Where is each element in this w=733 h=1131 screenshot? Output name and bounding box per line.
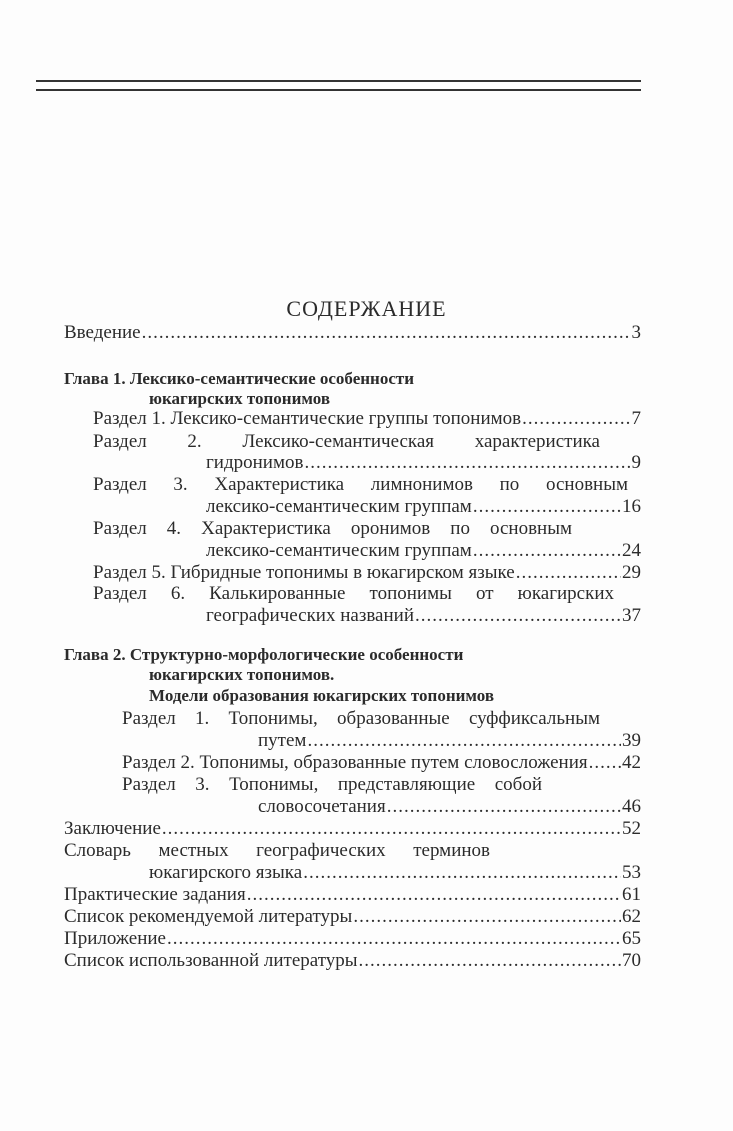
- toc-entry-ch2-s3[interactable]: словосочетания ..... 46: [258, 796, 641, 818]
- toc-entry-appendix[interactable]: Приложение ..... 65: [64, 928, 641, 950]
- toc-entry-ch1-s5[interactable]: Раздел 5. Гибридные топонимы в юкагирском языке ..... 29: [93, 562, 641, 584]
- toc-entry-ch2-s2[interactable]: Раздел 2. Топонимы, образованные путем словосложения ..... 42: [122, 752, 641, 774]
- toc-entry-ch1-s4[interactable]: лексико-семантическим группам ..... 24: [206, 540, 641, 562]
- toc-entry-ch1-s2[interactable]: гидронимов ..... 9: [206, 452, 641, 474]
- toc-entry-ch2-s1-line1: Раздел 1. Топонимы, образованные суффиксальным: [122, 708, 600, 729]
- toc-entry-ch1-s6[interactable]: географических названий ..... 37: [206, 605, 641, 627]
- toc-entry-ch2-s1[interactable]: путем ..... 39: [258, 730, 641, 752]
- chapter1-heading-2: юкагирских топонимов: [149, 389, 331, 408]
- toc-entry-ch1-s1[interactable]: Раздел 1. Лексико-семантические группы топонимов ..... 7: [93, 408, 641, 430]
- toc-entry-practical[interactable]: Практические задания ..... 61: [64, 884, 641, 906]
- top-rule: [36, 80, 641, 82]
- toc-entry-recommended[interactable]: Список рекомендуемой литературы ..... 62: [64, 906, 641, 928]
- toc-entry-ch1-s3-line1: Раздел 3. Характеристика лимнонимов по основным: [93, 474, 628, 495]
- toc-entry-dictionary[interactable]: юкагирского языка ..... 53: [149, 862, 641, 884]
- toc-entry-ch1-s6-line1: Раздел 6. Калькированные топонимы от юкагирских: [93, 583, 614, 604]
- chapter2-heading-2: юкагирских топонимов.: [149, 665, 335, 684]
- toc-entry-ch2-s3-line1: Раздел 3. Топонимы, представляющие собой: [122, 774, 542, 795]
- toc-entry-conclusion[interactable]: Заключение ..... 52: [64, 818, 641, 840]
- toc-entry-ch1-s2-line1: Раздел 2. Лексико-семантическая характеристика: [93, 431, 600, 452]
- toc-entry-references[interactable]: Список использованной литературы ..... 70: [64, 950, 641, 972]
- chapter2-heading-3: Модели образования юкагирских топонимов: [149, 686, 495, 705]
- toc-title: СОДЕРЖАНИЕ: [286, 296, 447, 321]
- chapter1-heading: Глава 1. Лексико-семантические особенности: [64, 369, 415, 388]
- chapter2-heading: Глава 2. Структурно-морфологические особенности: [64, 645, 464, 664]
- toc-entry-dictionary-line1: Словарь местных географических терминов: [64, 840, 490, 861]
- toc-entry-ch1-s3[interactable]: лексико-семантическим группам ..... 16: [206, 496, 641, 518]
- toc-entry-ch1-s4-line1: Раздел 4. Характеристика оронимов по основным: [93, 518, 572, 539]
- top-rule-thin: [36, 89, 641, 91]
- toc-entry-intro[interactable]: Введение ..... 3: [64, 322, 641, 344]
